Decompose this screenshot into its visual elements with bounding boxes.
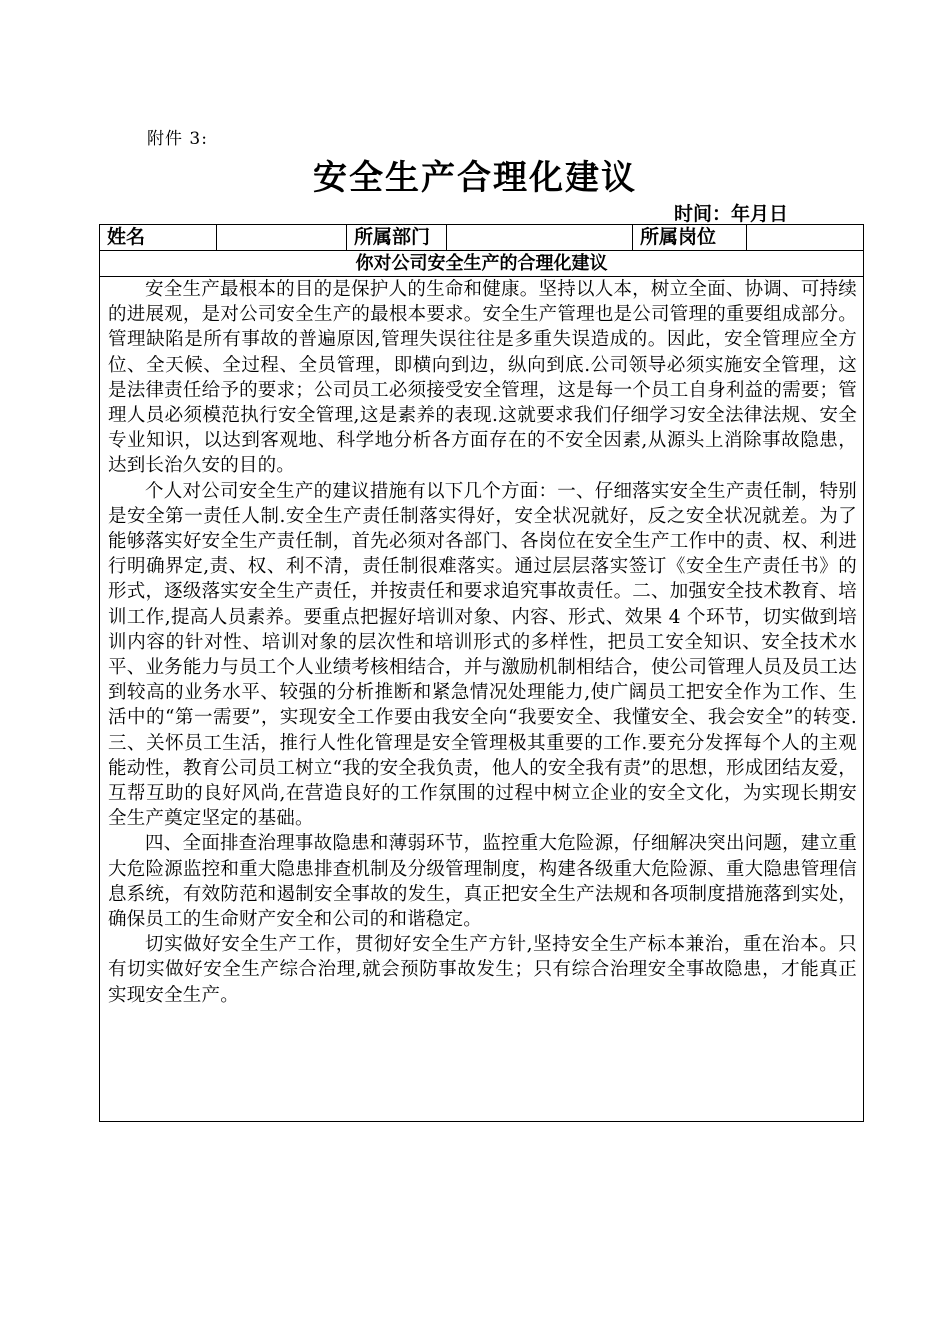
- info-row: [100, 225, 863, 251]
- page-title: 安全生产合理化建议: [313, 158, 637, 198]
- post-label: 所属岗位: [633, 225, 747, 250]
- suggestion-form: [99, 224, 864, 1122]
- section-title: 你对公司安全生产的合理化建议: [100, 251, 863, 277]
- suggestion-content: [108, 277, 857, 1008]
- post-field[interactable]: [747, 225, 863, 250]
- name-field[interactable]: [217, 225, 347, 250]
- dept-field[interactable]: [447, 225, 633, 250]
- date-line: 时间：年月日: [674, 203, 789, 225]
- paragraph-1: 安全生产最根本的目的是保护人的生命和健康。坚持以人本，树立全面、协调、可持续的进展观，是对公司安全生产的最根本要求。安全生产管理也是公司管理的重要组成部分。管理缺陷是所有事故的普遍原因,管理失误往往是多重失误造成的。因此，安全管理应全方位、全天候、全过程、全员管理，即横向到边，纵向到底.公司领导必须实施安全管理，这是法律责任给予的要求；公司员工必须接受安全管理，这是每一个员工自身利益的需要；管理人员必须模范执行安全管理,这是素养的表现.这就要求我们仔细学习安全法律法规、安全专业知识，以达到客观地、科学地分析各方面存在的不安全因素,从源头上消除事故隐患，达到长治久安的目的。: [108, 279, 857, 477]
- name-label: 姓名: [100, 225, 217, 250]
- dept-label: 所属部门: [347, 225, 447, 250]
- paragraph-3: 四、全面排查治理事故隐患和薄弱环节，监控重大危险源，仔细解决突出问题，建立重大危险源监控和重大隐患排查机制及分级管理制度，构建各级重大危险源、重大隐患管理信息系统，有效防范和遏制安全事故的发生，真正把安全生产法规和各项制度措施落到实处，确保员工的生命财产安全和公司的和谐稳定。: [108, 833, 857, 931]
- attachment-label: 附件 3:: [147, 129, 208, 149]
- paragraph-4: 切实做好安全生产工作，贯彻好安全生产方针,坚持安全生产标本兼治，重在治本。只有切实做好安全生产综合治理,就会预防事故发生；只有综合治理安全事故隐患，才能真正实现安全生产。: [108, 934, 857, 1006]
- paragraph-2: 个人对公司安全生产的建议措施有以下几个方面：一、仔细落实安全生产责任制，特别是安全第一责任人制.安全生产责任制落实得好，安全状况就好，反之安全状况就差。为了能够落实好安全生产责任制，首先必须对各部门、各岗位在安全生产工作中的责、权、利进行明确界定,责、权、利不清，责任制很难落实。通过层层落实签订《安全生产责任书》的形式，逐级落实安全生产责任，并按责任和要求追究事故责任。二、加强安全技术教育、培训工作,提高人员素养。要重点把握好培训对象、内容、形式、效果 4 个环节，切实做到培训内容的针对性、培训对象的层次性和培训形式的多样性，把员工安全知识、安全技术水平、业务能力与员工个人业绩考核相结合，并与激励机制相结合，使公司管理人员及员工达到较高的业务水平、较强的分析推断和紧急情况处理能力,使广阔员工把安全作为工作、生活中的“第一需要”，实现安全工作要由我安全向“我要安全、我懂安全、我会安全”的转变.三、关怀员工生活，推行人性化管理是安全管理极其重要的工作.要充分发挥每个人的主观能动性，教育公司员工树立“我的安全我负责，他人的安全我有责”的思想，形成团结友爱，互帮互助的良好风尚,在营造良好的工作氛围的过程中树立企业的安全文化，为实现长期安全生产奠定坚定的基础。: [108, 480, 857, 830]
